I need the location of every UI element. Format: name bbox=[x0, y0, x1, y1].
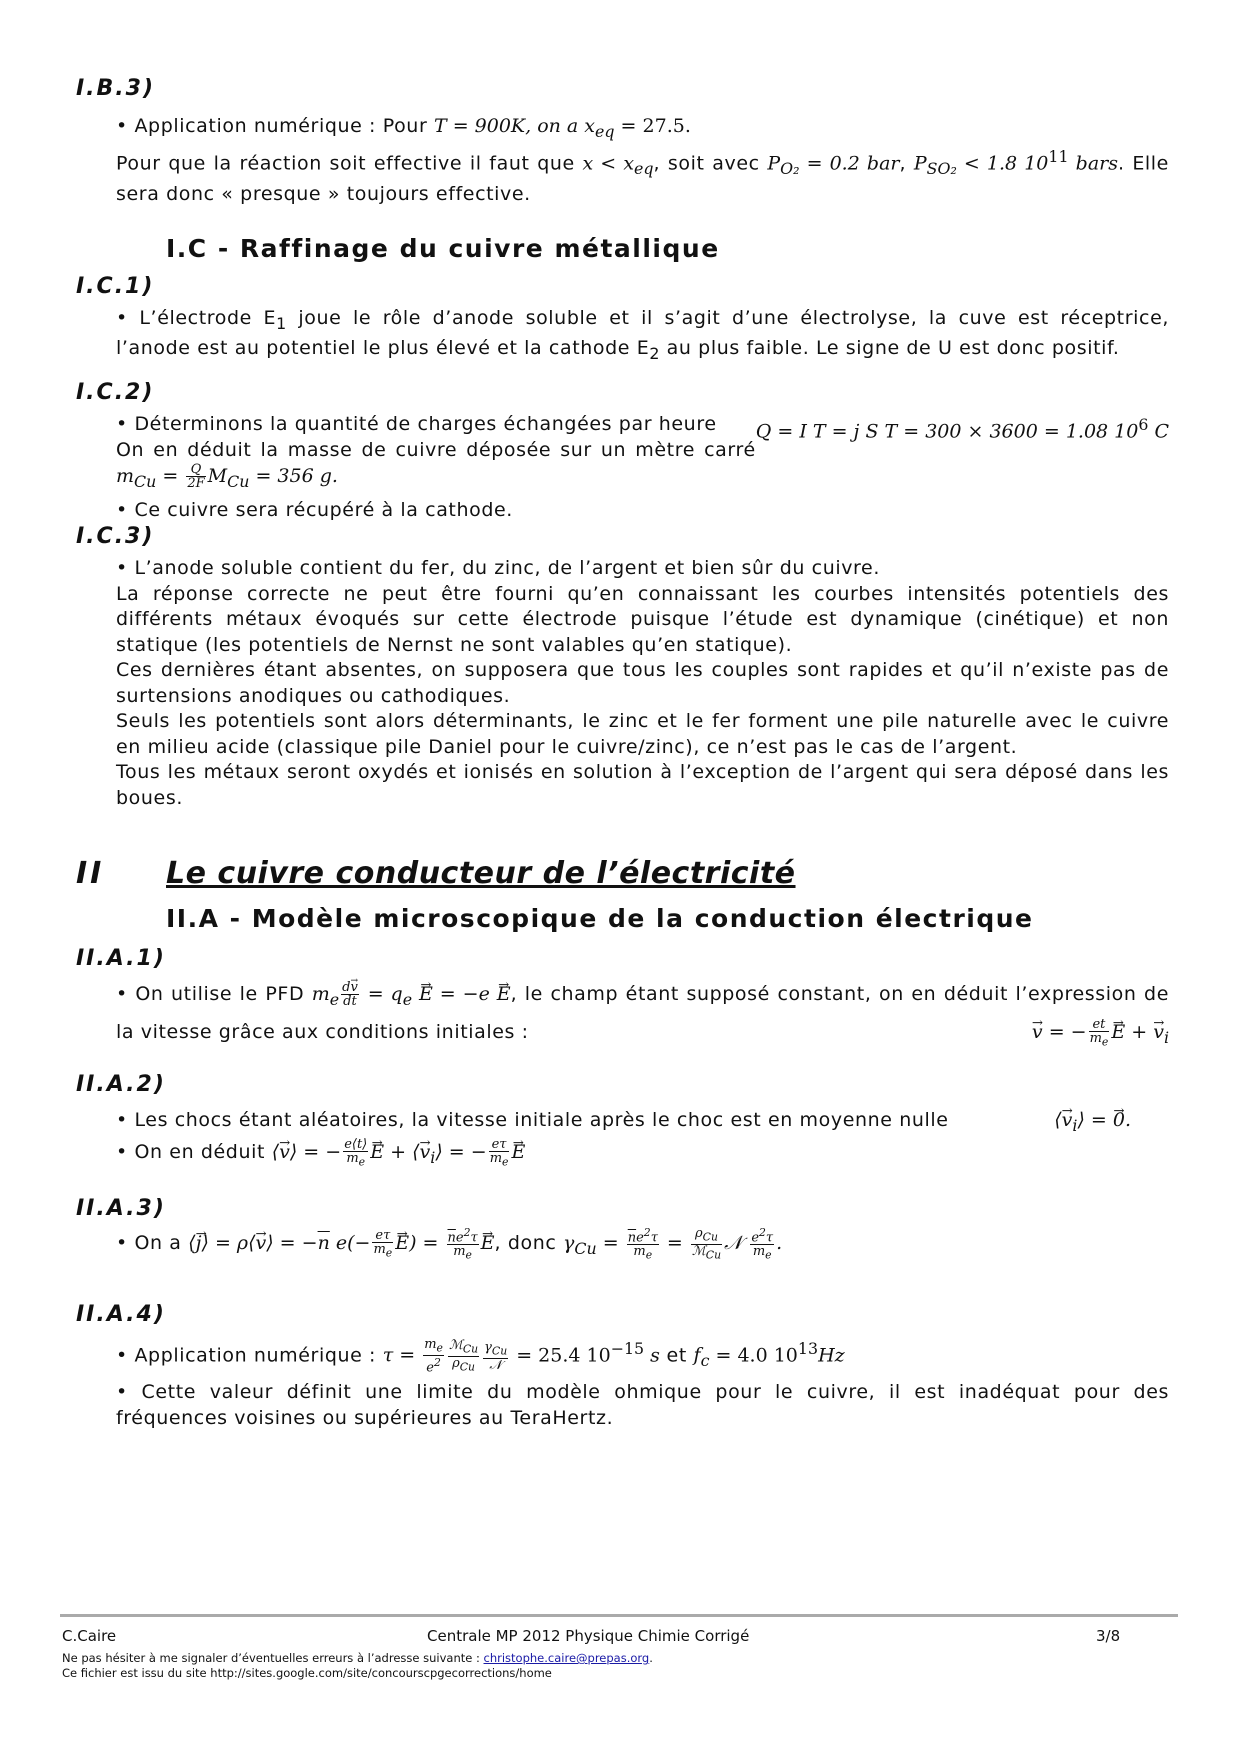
ic3-body bbox=[116, 556, 1169, 811]
heading-iia1: II.A.1) bbox=[76, 946, 166, 971]
footer-divider bbox=[60, 1614, 1178, 1617]
iia4-line2: • Cette valeur définit une limite du modèle ohmique pour le cuivre, il est inadéquat pour des fréquences voisines ou supérieures au TeraHertz. bbox=[116, 1381, 1169, 1429]
section-title-iia: II.A - Modèle microscopique de la conduction électrique bbox=[166, 904, 1034, 933]
ic2-line3: • Ce cuivre sera récupéré à la cathode. bbox=[116, 499, 513, 522]
heading-ib3: I.B.3) bbox=[76, 76, 156, 101]
heading-iia3: II.A.3) bbox=[76, 1196, 166, 1221]
footer-email-link[interactable]: christophe.caire@prepas.org bbox=[483, 1651, 650, 1665]
heading-iia4: II.A.4) bbox=[76, 1302, 166, 1327]
ic2-line1: • Déterminons la quantité de charges échangées par heure Q = I T = j S T = 300 × 3600 = 1.08 $10^6$ C bbox=[116, 413, 1169, 443]
heading-ic2: I.C.2) bbox=[76, 380, 155, 405]
heading-ic1: I.C.1) bbox=[76, 274, 155, 299]
ic3-p5: Tous les métaux seront oxydés et ionisés en solution à l’exception de l’argent qui sera déposé dans les boues. bbox=[116, 761, 1169, 809]
footer-note-source: Ce fichier est issu du site http://sites.google.com/site/concourscpgecorrections/home bbox=[62, 1666, 552, 1680]
footer-document-title: Centrale MP 2012 Physique Chimie Corrigé bbox=[427, 1627, 750, 1645]
ic3-p3: Ces dernières étant absentes, on supposera que tous les couples sont rapides et qu’il n’existe pas de surtensions anodiques ou cathodiques. bbox=[116, 659, 1169, 707]
ic2-body bbox=[116, 412, 1169, 524]
ic1-body: • L’électrode $E_1$ joue le rôle d’anode soluble et il s’agit d’une électrolyse, la cuve est réceptrice, l’anode est au potentiel le plus élevé et la cathode $E_2$ au plus faible. Le signe de U est donc positif. bbox=[116, 307, 1169, 364]
iia1-body: • On utilise le PFD $m_e$ $\frac{d\to v}{dt}$ = $q_e \to E = -e \to E$, le champ étant supposé constant, on en déduit l’expression de la vitesse grâce aux conditions initiales : → v = − $\frac{et}{m_e}$ → E + → $v_i$ bbox=[116, 978, 1169, 1054]
section-title-ic: I.C - Raffinage du cuivre métallique bbox=[166, 234, 720, 263]
footer-page-number: 3/8 bbox=[1096, 1627, 1121, 1645]
iia3-body: • On a ⟨→ j⟩ = ρ⟨→ v⟩ = $-\overline{n}$ e(− $\frac{e\tau}{m_e}$ → E) = $\frac{\overline{n}e^2\tau}{m_e}$ → E, donc $\gamma_{Cu}$ = $\frac{\overline{n}e^2\tau}{m_e}$ = $\frac{\rho_{Cu}}{ℳ_{Cu}}$ 𝒩 $\frac{e^2\tau}{m_e}$ . bbox=[116, 1226, 1169, 1266]
iia2-body: • Les chocs étant aléatoires, la vitesse initiale après le choc est en moyenne nulle ⟨→ $v_i⟩$ = → 0. • On en déduit ⟨→ v⟩ = − $\frac{e⟨t⟩}{m_e}$ → E + ⟨→ $v_i⟩$ = − $\frac{e\tau}{m_e}$ → E bbox=[116, 1104, 1169, 1174]
ib3-line2: Pour que la réaction soit effective il faut que $x < x_{eq}$, soit avec $P_{O_2} = 0.2$ bar, $P_{SO_2} < 1.8$ $10^{11}$ bars. Elle sera donc « presque » toujours effective. bbox=[116, 147, 1169, 205]
ic2-line2: On en déduit la masse de cuivre déposée sur un mètre carré $m_{Cu}$ = $\frac{Q}{2F}$ $M_{Cu} = 356$ g. bbox=[116, 438, 756, 491]
part-title: Le cuivre conducteur de l’électricité bbox=[166, 856, 796, 891]
ic3-p4: Seuls les potentiels sont alors déterminants, le zinc et le fer forment une pile naturelle avec le cuivre en milieu acide (classique pile Daniel pour le cuivre/zinc), ce n’est pas le cas de l’argent. bbox=[116, 710, 1169, 758]
heading-iia2: II.A.2) bbox=[76, 1072, 166, 1097]
velocity-formula: → v = − $\frac{et}{m_e}$ → E + → $v_i$ bbox=[1032, 1016, 1169, 1054]
iia4-body: • Application numérique : τ = $\frac{m_e}{e^2}$ $\frac{ℳ_{Cu}}{\rho_{Cu}}$ $\frac{\gamma_{Cu}}{\text{𝒩}}$ = 25.4 $10^{-15}$ s et $f_c = 4.0$ $10^{13}Hz$ • Cette valeur définit une limite du modèle ohmique pour le cuivre, il est inadéquat pour des fréquences voisines ou supérieures au TeraHertz. bbox=[116, 1332, 1169, 1431]
ic3-p2: La réponse correcte ne peut être fourni qu’en connaissant les courbes intensités potentiels des différents métaux évoqués sur cette électrode puisque l’étude est dynamique (cinétique) et non statique (les potentiels de Nernst ne sont valables qu’en statique). bbox=[116, 582, 1169, 656]
heading-ic3: I.C.3) bbox=[76, 524, 155, 549]
footer-author: C.Caire bbox=[62, 1627, 117, 1645]
part-number: II bbox=[76, 856, 105, 891]
ib3-line1: • Application numérique : Pour T = 900K, on a $x_{eq} = 27.5$. bbox=[116, 115, 691, 141]
ib3-body bbox=[116, 114, 1169, 207]
ic3-p1: • L’anode soluble contient du fer, du zinc, de l’argent et bien sûr du cuivre. bbox=[116, 557, 880, 579]
footer-note-errors: Ne pas hésiter à me signaler d’éventuelles erreurs à l’adresse suivante : christophe.caire@prepas.org. bbox=[62, 1651, 653, 1665]
